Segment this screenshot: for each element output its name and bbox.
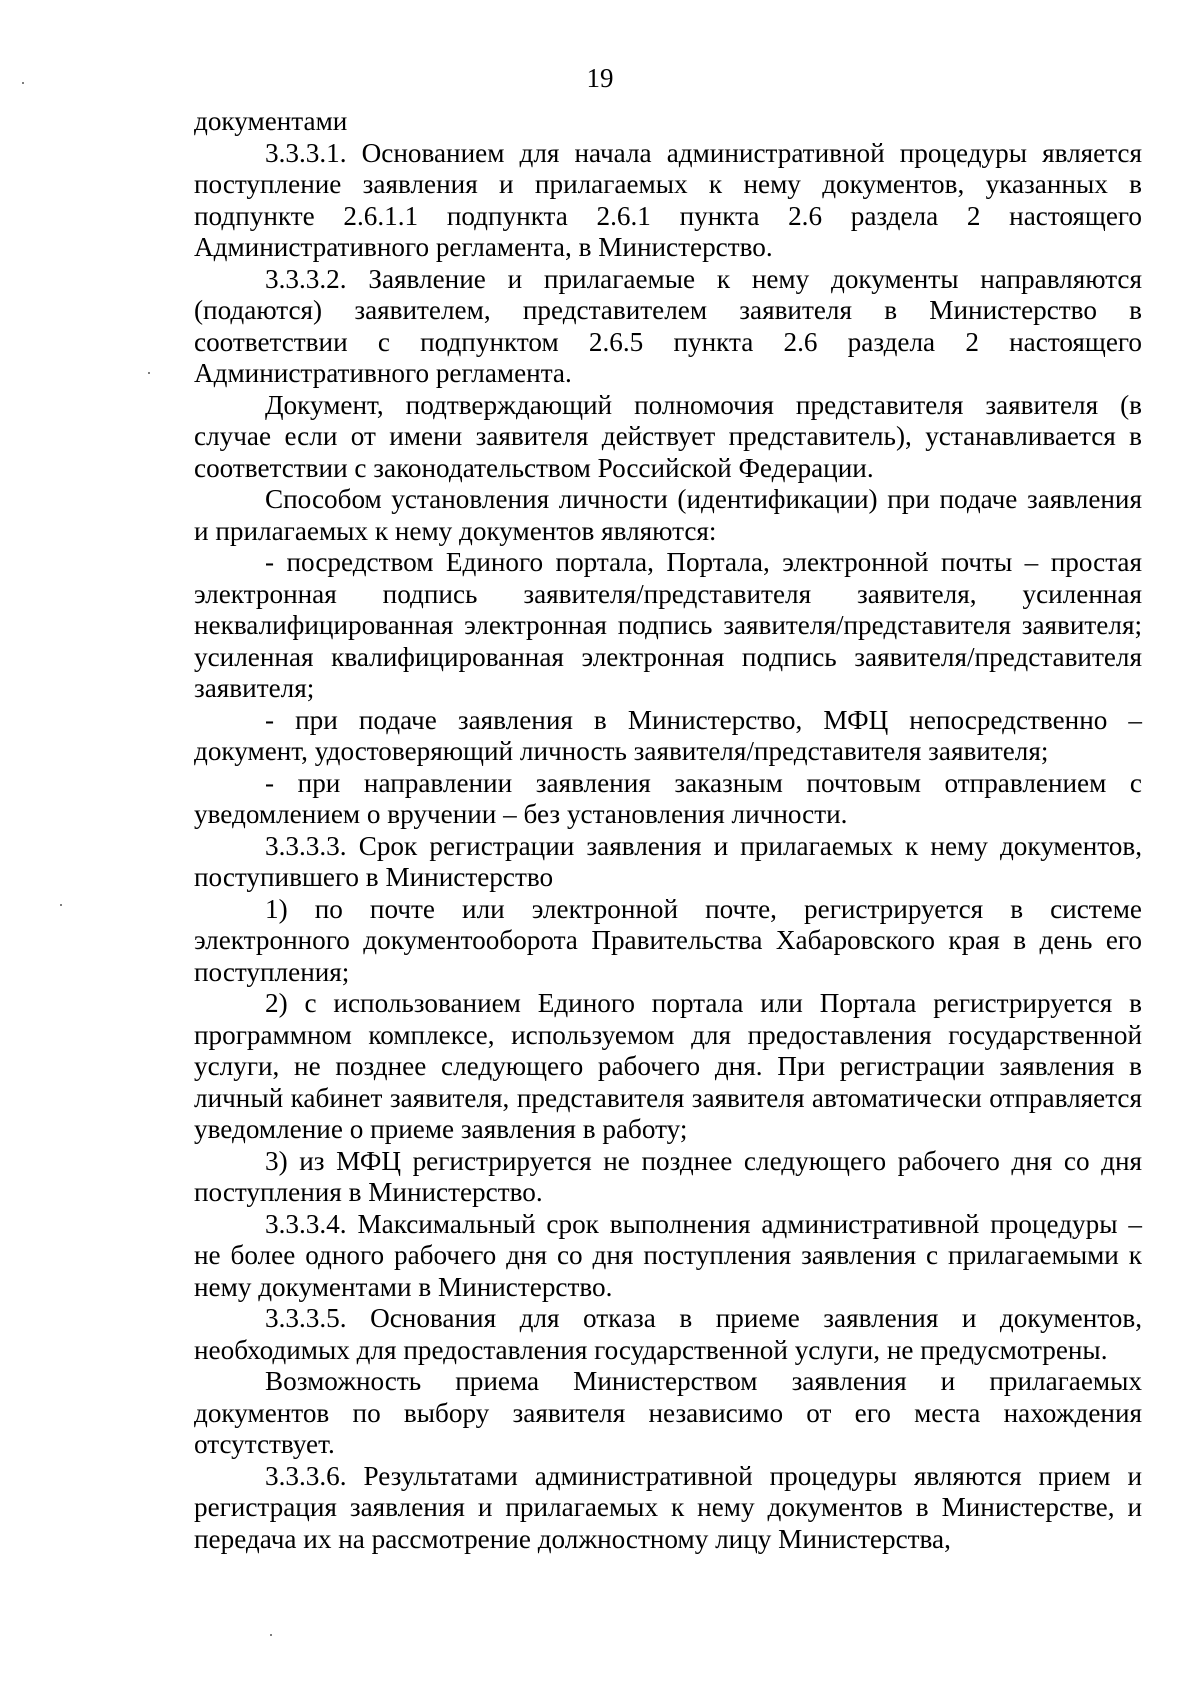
paragraph-acceptance-possibility: Возможность приема Министерством заявления и прилагаемых документов по выбору заявителя независимо от его места нахождения отсутствует.: [194, 1366, 1142, 1459]
list-item-in-person: - при подаче заявления в Министерство, МФЦ непосредственно – документ, удостоверяющий личность заявителя/представителя заявителя;: [194, 704, 1142, 766]
paragraph-3-3-3-3: 3.3.3.3. Срок регистрации заявления и прилагаемых к нему документов, поступившего в Министерство: [194, 830, 1142, 892]
scan-speck: [22, 82, 24, 84]
document-body: [194, 106, 1142, 1555]
scan-speck: [148, 372, 150, 374]
paragraph-3-3-3-6: 3.3.3.6. Результатами административной процедуры являются прием и регистрация заявления и прилагаемых к нему документов в Министерстве, и передача их на рассмотрение должностному лицу Министерства,: [194, 1460, 1142, 1554]
scan-speck: [270, 1634, 272, 1636]
paragraph-3-3-3-2: 3.3.3.2. Заявление и прилагаемые к нему документы направляются (подаются) заявителем, представителем заявителя в Министерство в соответствии с подпунктом 2.6.5 пункта 2.6 раздела 2 настоящего Административного регламента.: [194, 263, 1142, 388]
list-item-3-mfc: 3) из МФЦ регистрируется не позднее следующего рабочего дня со дня поступления в Министерство.: [194, 1145, 1142, 1207]
paragraph-representative-document: Документ, подтверждающий полномочия представителя заявителя (в случае если от имени заявителя действует представитель), устанавливается в соответствии с законодательством Российской Федерации.: [194, 389, 1142, 483]
paragraph-3-3-3-4: 3.3.3.4. Максимальный срок выполнения административной процедуры – не более одного рабочего дня со дня поступления заявления с прилагаемыми к нему документами в Министерство.: [194, 1208, 1142, 1302]
list-item-2-portal: 2) с использованием Единого портала или Портала регистрируется в программном комплексе, используемом для предоставления государственной услуги, не позднее следующего рабочего дня. При регистрации заявления в личный кабинет заявителя, представителя заявителя автоматически отправляется уведомление о приеме заявления в работу;: [194, 988, 1142, 1144]
paragraph-continuation: документами: [194, 106, 348, 136]
scan-speck: [60, 904, 62, 906]
list-item-electronic-signature: - посредством Единого портала, Портала, электронной почты – простая электронная подпись заявителя/представителя заявителя, усиленная неквалифицированная электронная подпись заявителя/представителя заявителя; усиленная квалифицированная электронная подпись заявителя/представителя заявителя;: [194, 547, 1142, 703]
paragraph-3-3-3-5: 3.3.3.5. Основания для отказа в приеме заявления и документов, необходимых для предоставления государственной услуги, не предусмотрены.: [194, 1303, 1142, 1365]
page-number: 19: [586, 63, 614, 93]
list-item-registered-mail: - при направлении заявления заказным почтовым отправлением с уведомлением о вручении – без установления личности.: [194, 767, 1142, 829]
paragraph-3-3-3-1: 3.3.3.1. Основанием для начала административной процедуры является поступление заявления и прилагаемых к нему документов, указанных в подпункте 2.6.1.1 подпункта 2.6.1 пункта 2.6 раздела 2 настоящего Административного регламента, в Министерство.: [194, 137, 1142, 262]
paragraph-identification-method: Способом установления личности (идентификации) при подаче заявления и прилагаемых к нему документов являются:: [194, 484, 1142, 546]
list-item-1-mail: 1) по почте или электронной почте, регистрируется в системе электронного документооборота Правительства Хабаровского края в день его поступления;: [194, 893, 1142, 987]
